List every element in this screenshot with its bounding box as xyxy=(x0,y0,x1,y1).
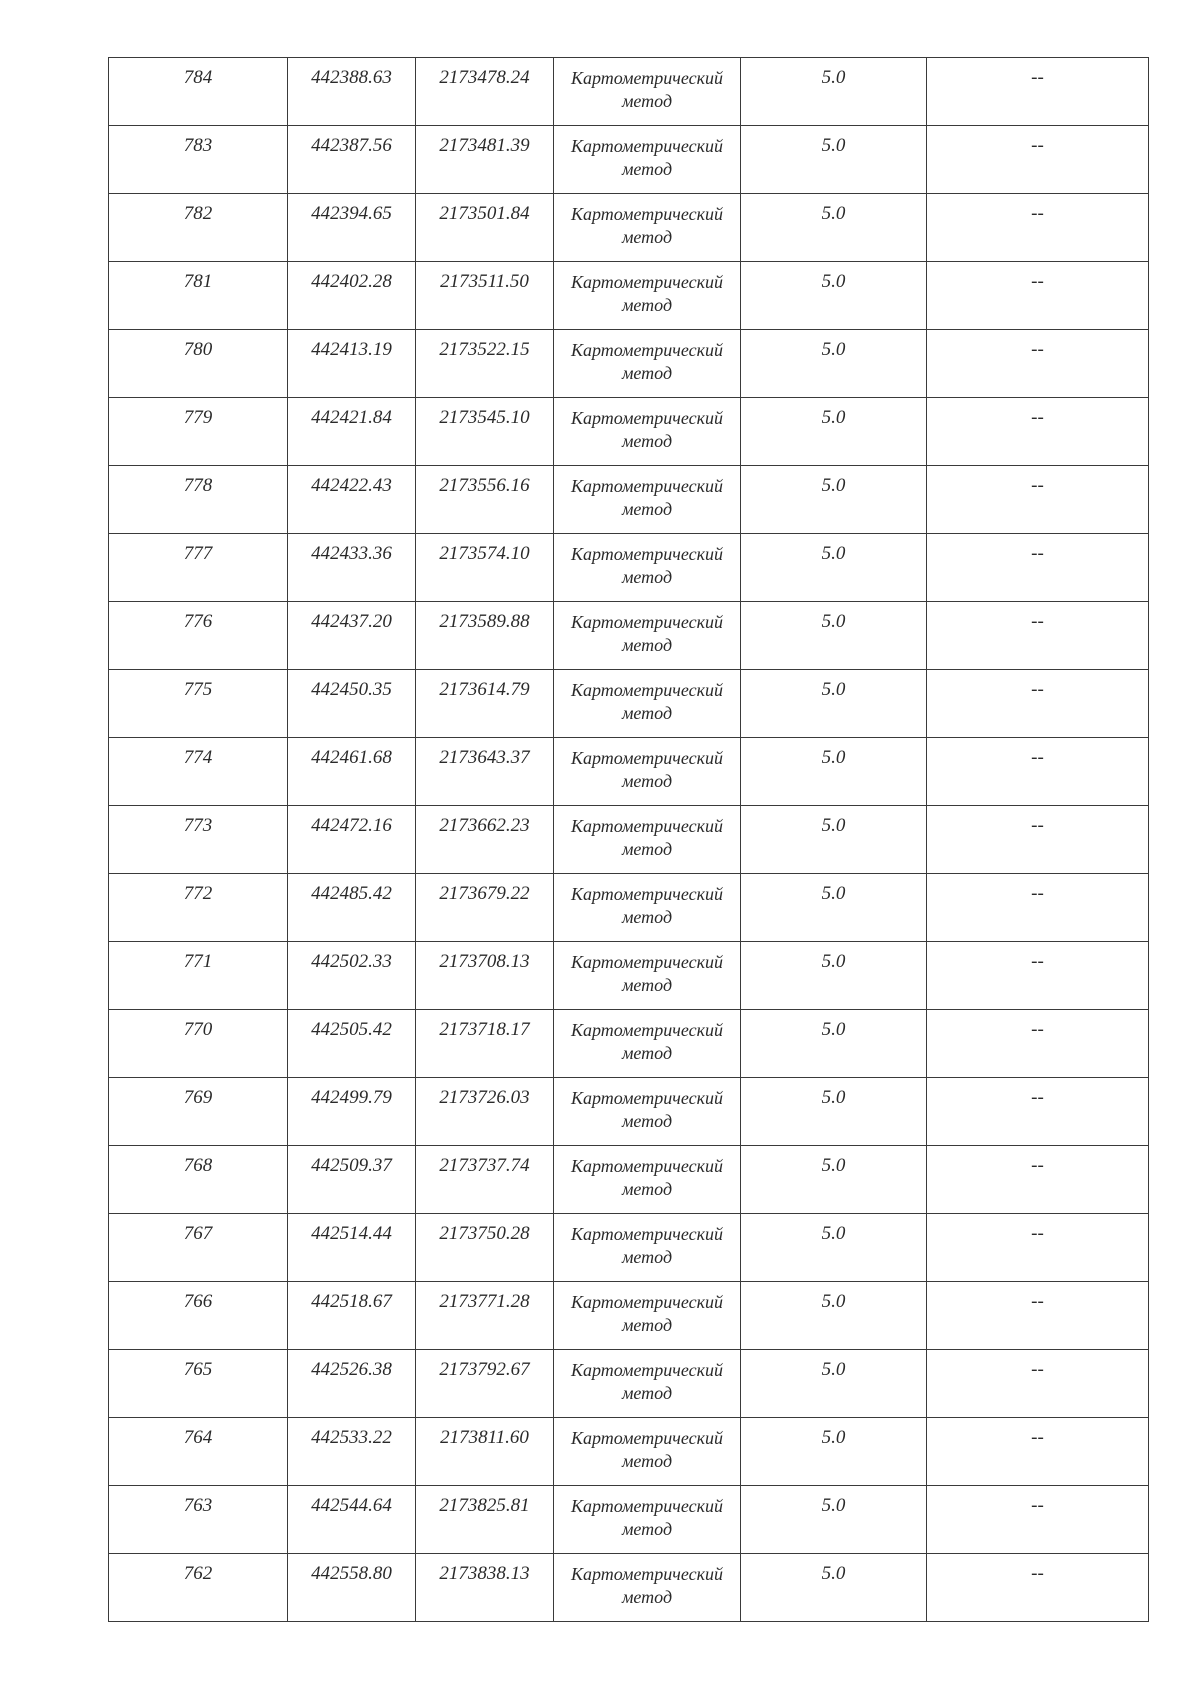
y-coordinate-cell: 2173589.88 xyxy=(416,602,554,670)
y-coordinate-cell: 2173838.13 xyxy=(416,1554,554,1622)
accuracy-cell: 5.0 xyxy=(741,1146,927,1214)
point-number-cell: 780 xyxy=(109,330,288,398)
accuracy-cell: 5.0 xyxy=(741,1554,927,1622)
table-row xyxy=(109,1554,1149,1622)
x-coordinate-cell: 442499.79 xyxy=(288,1078,416,1146)
note-cell: -- xyxy=(927,466,1149,534)
x-coordinate-cell: 442533.22 xyxy=(288,1418,416,1486)
x-coordinate-cell: 442472.16 xyxy=(288,806,416,874)
point-number-cell: 776 xyxy=(109,602,288,670)
x-coordinate-cell: 442437.20 xyxy=(288,602,416,670)
point-number-cell: 783 xyxy=(109,126,288,194)
method-cell: Картометрический метод xyxy=(554,602,741,670)
method-cell: Картометрический метод xyxy=(554,1486,741,1554)
table-row xyxy=(109,806,1149,874)
method-cell: Картометрический метод xyxy=(554,58,741,126)
note-cell: -- xyxy=(927,126,1149,194)
accuracy-cell: 5.0 xyxy=(741,1078,927,1146)
point-number-cell: 764 xyxy=(109,1418,288,1486)
table-row xyxy=(109,1146,1149,1214)
table-row xyxy=(109,126,1149,194)
method-cell: Картометрический метод xyxy=(554,1078,741,1146)
method-cell: Картометрический метод xyxy=(554,1214,741,1282)
x-coordinate-cell: 442526.38 xyxy=(288,1350,416,1418)
x-coordinate-cell: 442514.44 xyxy=(288,1214,416,1282)
table-row xyxy=(109,1078,1149,1146)
accuracy-cell: 5.0 xyxy=(741,602,927,670)
method-cell: Картометрический метод xyxy=(554,874,741,942)
accuracy-cell: 5.0 xyxy=(741,534,927,602)
note-cell: -- xyxy=(927,194,1149,262)
point-number-cell: 767 xyxy=(109,1214,288,1282)
table-row xyxy=(109,942,1149,1010)
y-coordinate-cell: 2173825.81 xyxy=(416,1486,554,1554)
method-cell: Картометрический метод xyxy=(554,126,741,194)
method-cell: Картометрический метод xyxy=(554,1010,741,1078)
accuracy-cell: 5.0 xyxy=(741,738,927,806)
x-coordinate-cell: 442558.80 xyxy=(288,1554,416,1622)
method-cell: Картометрический метод xyxy=(554,398,741,466)
method-cell: Картометрический метод xyxy=(554,466,741,534)
y-coordinate-cell: 2173614.79 xyxy=(416,670,554,738)
point-number-cell: 778 xyxy=(109,466,288,534)
note-cell: -- xyxy=(927,262,1149,330)
y-coordinate-cell: 2173478.24 xyxy=(416,58,554,126)
accuracy-cell: 5.0 xyxy=(741,942,927,1010)
x-coordinate-cell: 442505.42 xyxy=(288,1010,416,1078)
note-cell: -- xyxy=(927,58,1149,126)
y-coordinate-cell: 2173811.60 xyxy=(416,1418,554,1486)
accuracy-cell: 5.0 xyxy=(741,330,927,398)
x-coordinate-cell: 442413.19 xyxy=(288,330,416,398)
method-cell: Картометрический метод xyxy=(554,806,741,874)
note-cell: -- xyxy=(927,738,1149,806)
note-cell: -- xyxy=(927,1010,1149,1078)
note-cell: -- xyxy=(927,670,1149,738)
note-cell: -- xyxy=(927,806,1149,874)
note-cell: -- xyxy=(927,330,1149,398)
accuracy-cell: 5.0 xyxy=(741,126,927,194)
accuracy-cell: 5.0 xyxy=(741,874,927,942)
point-number-cell: 775 xyxy=(109,670,288,738)
table-row xyxy=(109,1350,1149,1418)
method-cell: Картометрический метод xyxy=(554,194,741,262)
method-cell: Картометрический метод xyxy=(554,670,741,738)
x-coordinate-cell: 442402.28 xyxy=(288,262,416,330)
x-coordinate-cell: 442388.63 xyxy=(288,58,416,126)
note-cell: -- xyxy=(927,602,1149,670)
y-coordinate-cell: 2173556.16 xyxy=(416,466,554,534)
note-cell: -- xyxy=(927,1214,1149,1282)
y-coordinate-cell: 2173737.74 xyxy=(416,1146,554,1214)
y-coordinate-cell: 2173726.03 xyxy=(416,1078,554,1146)
method-cell: Картометрический метод xyxy=(554,1146,741,1214)
table-row xyxy=(109,1282,1149,1350)
method-cell: Картометрический метод xyxy=(554,738,741,806)
x-coordinate-cell: 442421.84 xyxy=(288,398,416,466)
y-coordinate-cell: 2173662.23 xyxy=(416,806,554,874)
accuracy-cell: 5.0 xyxy=(741,1486,927,1554)
accuracy-cell: 5.0 xyxy=(741,1418,927,1486)
table-row xyxy=(109,670,1149,738)
table-row xyxy=(109,1418,1149,1486)
accuracy-cell: 5.0 xyxy=(741,466,927,534)
method-cell: Картометрический метод xyxy=(554,1418,741,1486)
accuracy-cell: 5.0 xyxy=(741,670,927,738)
note-cell: -- xyxy=(927,1554,1149,1622)
table-row xyxy=(109,738,1149,806)
y-coordinate-cell: 2173545.10 xyxy=(416,398,554,466)
note-cell: -- xyxy=(927,1146,1149,1214)
point-number-cell: 781 xyxy=(109,262,288,330)
accuracy-cell: 5.0 xyxy=(741,1282,927,1350)
note-cell: -- xyxy=(927,1350,1149,1418)
y-coordinate-cell: 2173522.15 xyxy=(416,330,554,398)
x-coordinate-cell: 442394.65 xyxy=(288,194,416,262)
x-coordinate-cell: 442502.33 xyxy=(288,942,416,1010)
note-cell: -- xyxy=(927,942,1149,1010)
table-row xyxy=(109,58,1149,126)
table-row xyxy=(109,398,1149,466)
point-number-cell: 774 xyxy=(109,738,288,806)
table-row xyxy=(109,330,1149,398)
y-coordinate-cell: 2173643.37 xyxy=(416,738,554,806)
point-number-cell: 770 xyxy=(109,1010,288,1078)
y-coordinate-cell: 2173792.67 xyxy=(416,1350,554,1418)
method-cell: Картометрический метод xyxy=(554,330,741,398)
y-coordinate-cell: 2173718.17 xyxy=(416,1010,554,1078)
accuracy-cell: 5.0 xyxy=(741,1350,927,1418)
table-row xyxy=(109,534,1149,602)
method-cell: Картометрический метод xyxy=(554,262,741,330)
note-cell: -- xyxy=(927,1282,1149,1350)
y-coordinate-cell: 2173750.28 xyxy=(416,1214,554,1282)
accuracy-cell: 5.0 xyxy=(741,806,927,874)
method-cell: Картометрический метод xyxy=(554,942,741,1010)
method-cell: Картометрический метод xyxy=(554,1350,741,1418)
x-coordinate-cell: 442450.35 xyxy=(288,670,416,738)
accuracy-cell: 5.0 xyxy=(741,58,927,126)
table-row xyxy=(109,194,1149,262)
y-coordinate-cell: 2173501.84 xyxy=(416,194,554,262)
point-number-cell: 782 xyxy=(109,194,288,262)
point-number-cell: 763 xyxy=(109,1486,288,1554)
y-coordinate-cell: 2173679.22 xyxy=(416,874,554,942)
x-coordinate-cell: 442387.56 xyxy=(288,126,416,194)
x-coordinate-cell: 442544.64 xyxy=(288,1486,416,1554)
x-coordinate-cell: 442461.68 xyxy=(288,738,416,806)
table-row xyxy=(109,1214,1149,1282)
note-cell: -- xyxy=(927,398,1149,466)
point-number-cell: 777 xyxy=(109,534,288,602)
table-row xyxy=(109,874,1149,942)
y-coordinate-cell: 2173574.10 xyxy=(416,534,554,602)
table-row xyxy=(109,1010,1149,1078)
method-cell: Картометрический метод xyxy=(554,1554,741,1622)
table-body xyxy=(109,58,1149,1622)
point-number-cell: 769 xyxy=(109,1078,288,1146)
method-cell: Картометрический метод xyxy=(554,534,741,602)
point-number-cell: 784 xyxy=(109,58,288,126)
point-number-cell: 779 xyxy=(109,398,288,466)
x-coordinate-cell: 442518.67 xyxy=(288,1282,416,1350)
y-coordinate-cell: 2173511.50 xyxy=(416,262,554,330)
y-coordinate-cell: 2173708.13 xyxy=(416,942,554,1010)
point-number-cell: 773 xyxy=(109,806,288,874)
x-coordinate-cell: 442433.36 xyxy=(288,534,416,602)
y-coordinate-cell: 2173481.39 xyxy=(416,126,554,194)
point-number-cell: 765 xyxy=(109,1350,288,1418)
point-number-cell: 766 xyxy=(109,1282,288,1350)
point-number-cell: 772 xyxy=(109,874,288,942)
x-coordinate-cell: 442509.37 xyxy=(288,1146,416,1214)
point-number-cell: 762 xyxy=(109,1554,288,1622)
table-row xyxy=(109,466,1149,534)
note-cell: -- xyxy=(927,534,1149,602)
note-cell: -- xyxy=(927,1078,1149,1146)
x-coordinate-cell: 442422.43 xyxy=(288,466,416,534)
table-row xyxy=(109,602,1149,670)
x-coordinate-cell: 442485.42 xyxy=(288,874,416,942)
point-number-cell: 768 xyxy=(109,1146,288,1214)
y-coordinate-cell: 2173771.28 xyxy=(416,1282,554,1350)
note-cell: -- xyxy=(927,1418,1149,1486)
accuracy-cell: 5.0 xyxy=(741,194,927,262)
note-cell: -- xyxy=(927,874,1149,942)
note-cell: -- xyxy=(927,1486,1149,1554)
method-cell: Картометрический метод xyxy=(554,1282,741,1350)
accuracy-cell: 5.0 xyxy=(741,1010,927,1078)
coordinates-table xyxy=(108,57,1149,1622)
accuracy-cell: 5.0 xyxy=(741,1214,927,1282)
table-row xyxy=(109,262,1149,330)
table-row xyxy=(109,1486,1149,1554)
accuracy-cell: 5.0 xyxy=(741,398,927,466)
point-number-cell: 771 xyxy=(109,942,288,1010)
accuracy-cell: 5.0 xyxy=(741,262,927,330)
